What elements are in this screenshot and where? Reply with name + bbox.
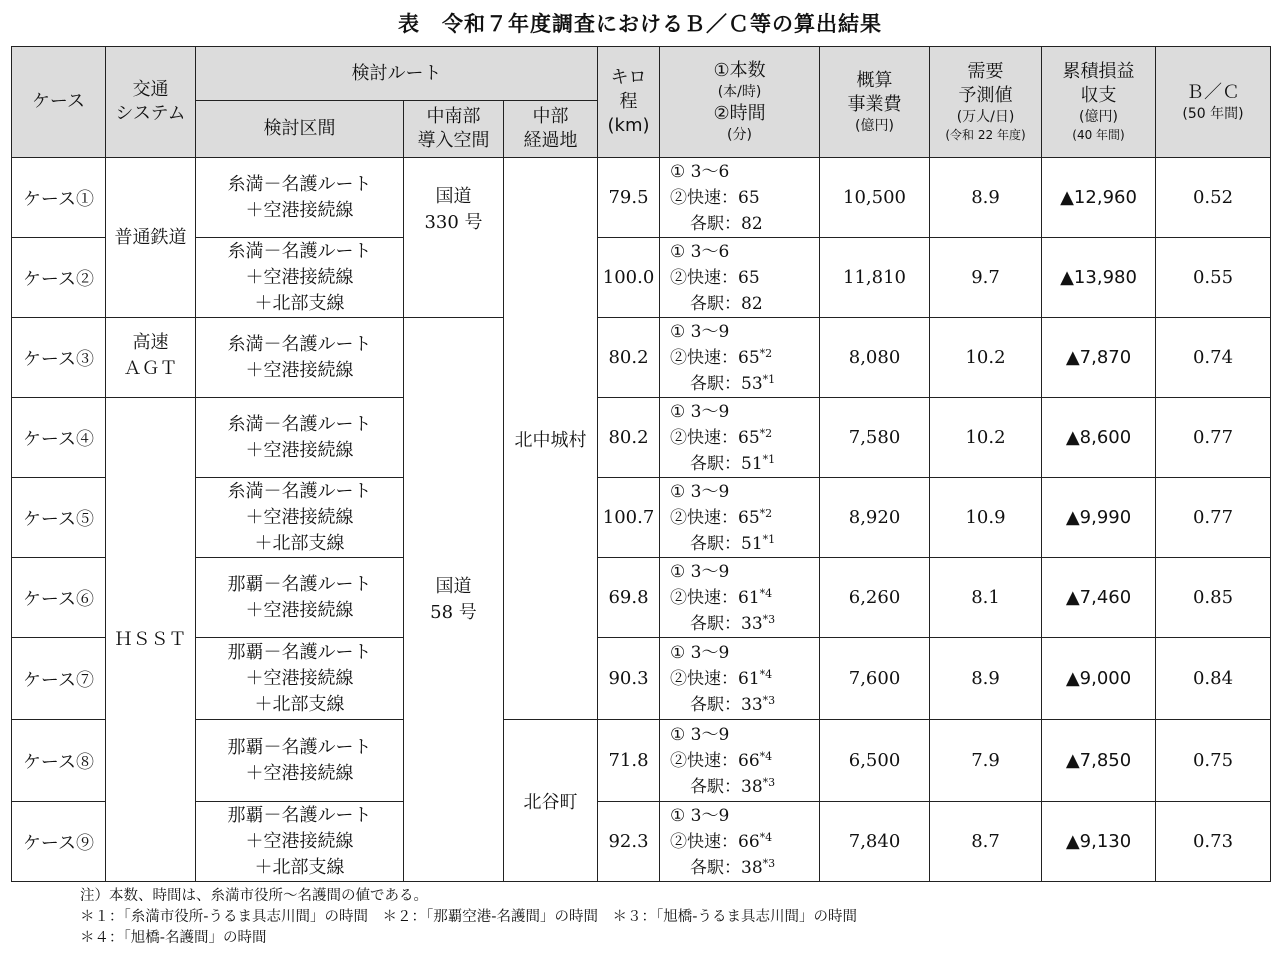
header-demand: 需要 予測値 (万人/日) (令和 22 年度)	[930, 47, 1042, 158]
km-cell: 71.8	[598, 720, 660, 802]
header-bc: Ｂ／Ｃ (50 年間)	[1156, 47, 1271, 158]
cost-cell: 7,840	[820, 802, 930, 882]
table-row	[12, 158, 1271, 238]
footnote-asterisks: ＊１：「糸満市役所-うるま具志川間」の時間 ＊２：「那覇空港-名護間」の時間 ＊３：「旭橋-うるま具志川間」の時間	[80, 909, 857, 925]
system-cell-hsst: ＨＳＳＴ	[106, 398, 196, 882]
case-cell: ケース⑧	[12, 720, 106, 802]
bc-cell: 0.84	[1156, 638, 1271, 720]
bc-cell: 0.55	[1156, 238, 1271, 318]
table-row	[12, 238, 1271, 318]
case-cell: ケース⑨	[12, 802, 106, 882]
case-cell: ケース⑤	[12, 478, 106, 558]
route-cell: 那覇－名護ルート ＋空港接続線 ＋北部支線	[196, 802, 404, 882]
footnote-main: 注）本数、時間は、糸満市役所～名護間の値である。	[80, 888, 428, 904]
km-cell: 69.8	[598, 558, 660, 638]
km-cell: 90.3	[598, 638, 660, 720]
table-row	[12, 558, 1271, 638]
profit-cell: ▲9,990	[1042, 478, 1156, 558]
demand-cell: 9.7	[930, 238, 1042, 318]
cost-cell: 7,580	[820, 398, 930, 478]
profit-cell: ▲9,000	[1042, 638, 1156, 720]
demand-cell: 10.2	[930, 318, 1042, 398]
frequency-cell: ① 3～9 ②快速：65$^{*2}$ 各駅：51$^{*1}$	[660, 478, 820, 558]
bc-cell: 0.85	[1156, 558, 1271, 638]
via-cell-kitanakagusuku: 北中城村	[504, 158, 598, 720]
profit-cell: ▲12,960	[1042, 158, 1156, 238]
bc-cell: 0.74	[1156, 318, 1271, 398]
cost-cell: 7,600	[820, 638, 930, 720]
table-row	[12, 802, 1271, 882]
header-intro-space: 中南部 導入空間	[404, 101, 504, 158]
case-cell: ケース④	[12, 398, 106, 478]
profit-cell: ▲7,460	[1042, 558, 1156, 638]
cost-cell: 6,500	[820, 720, 930, 802]
header-row-1	[12, 47, 1271, 101]
intro-cell-route330: 国道 330 号	[404, 158, 504, 318]
case-cell: ケース②	[12, 238, 106, 318]
frequency-cell: ① 3～9 ②快速：61$^{*4}$ 各駅：33$^{*3}$	[660, 638, 820, 720]
bc-cell: 0.77	[1156, 398, 1271, 478]
header-route-group: 検討ルート	[196, 47, 598, 101]
route-cell: 那覇－名護ルート ＋空港接続線 ＋北部支線	[196, 638, 404, 720]
header-frequency: ①本数 (本/時) ②時間 (分)	[660, 47, 820, 158]
table-row	[12, 638, 1271, 720]
route-cell: 糸満－名護ルート ＋空港接続線	[196, 158, 404, 238]
header-system: 交通 システム	[106, 47, 196, 158]
footnotes	[80, 886, 857, 949]
frequency-cell: ① 3～6 ②快速：65 各駅：82	[660, 158, 820, 238]
demand-cell: 7.9	[930, 720, 1042, 802]
route-cell: 糸満－名護ルート ＋空港接続線	[196, 398, 404, 478]
footnote-asterisk-4: ＊４：「旭橋-名護間」の時間	[80, 930, 267, 946]
frequency-cell: ① 3～9 ②快速：61$^{*4}$ 各駅：33$^{*3}$	[660, 558, 820, 638]
cost-cell: 10,500	[820, 158, 930, 238]
demand-cell: 8.9	[930, 158, 1042, 238]
table-row	[12, 478, 1271, 558]
header-km: キロ 程 (km)	[598, 47, 660, 158]
table-row	[12, 720, 1271, 802]
profit-cell: ▲9,130	[1042, 802, 1156, 882]
route-cell: 那覇－名護ルート ＋空港接続線	[196, 558, 404, 638]
profit-cell: ▲7,870	[1042, 318, 1156, 398]
intro-cell-route58: 国道 58 号	[404, 318, 504, 882]
cost-cell: 8,920	[820, 478, 930, 558]
km-cell: 100.0	[598, 238, 660, 318]
route-cell: 那覇－名護ルート ＋空港接続線	[196, 720, 404, 802]
header-via: 中部 経過地	[504, 101, 598, 158]
cost-cell: 8,080	[820, 318, 930, 398]
cost-cell: 11,810	[820, 238, 930, 318]
km-cell: 79.5	[598, 158, 660, 238]
case-cell: ケース①	[12, 158, 106, 238]
frequency-cell: ① 3～6 ②快速：65 各駅：82	[660, 238, 820, 318]
route-cell: 糸満－名護ルート ＋空港接続線 ＋北部支線	[196, 478, 404, 558]
header-cost: 概算 事業費 (億円)	[820, 47, 930, 158]
frequency-cell: ① 3～9 ②快速：65$^{*2}$ 各駅：53$^{*1}$	[660, 318, 820, 398]
frequency-cell: ① 3～9 ②快速：66$^{*4}$ 各駅：38$^{*3}$	[660, 802, 820, 882]
bc-cell: 0.77	[1156, 478, 1271, 558]
profit-cell: ▲7,850	[1042, 720, 1156, 802]
case-cell: ケース③	[12, 318, 106, 398]
table-title: 表 令和７年度調査におけるＢ／Ｃ等の算出結果	[398, 12, 882, 36]
via-cell-chatan: 北谷町	[504, 720, 598, 882]
demand-cell: 8.9	[930, 638, 1042, 720]
km-cell: 92.3	[598, 802, 660, 882]
km-cell: 100.7	[598, 478, 660, 558]
header-profit: 累積損益 収支 (億円) (40 年間)	[1042, 47, 1156, 158]
route-cell: 糸満－名護ルート ＋空港接続線 ＋北部支線	[196, 238, 404, 318]
frequency-cell: ① 3～9 ②快速：65$^{*2}$ 各駅：51$^{*1}$	[660, 398, 820, 478]
demand-cell: 10.2	[930, 398, 1042, 478]
bc-cell: 0.73	[1156, 802, 1271, 882]
bc-cell: 0.52	[1156, 158, 1271, 238]
demand-cell: 8.1	[930, 558, 1042, 638]
table-row	[12, 318, 1271, 398]
table-row	[12, 398, 1271, 478]
case-cell: ケース⑥	[12, 558, 106, 638]
system-cell-rail: 普通鉄道	[106, 158, 196, 318]
system-cell-agt: 高速 ＡＧＴ	[106, 318, 196, 398]
case-cell: ケース⑦	[12, 638, 106, 720]
header-case: ケース	[12, 47, 106, 158]
bc-results-table	[11, 46, 1271, 882]
cost-cell: 6,260	[820, 558, 930, 638]
header-section: 検討区間	[196, 101, 404, 158]
profit-cell: ▲13,980	[1042, 238, 1156, 318]
profit-cell: ▲8,600	[1042, 398, 1156, 478]
demand-cell: 8.7	[930, 802, 1042, 882]
route-cell: 糸満－名護ルート ＋空港接続線	[196, 318, 404, 398]
km-cell: 80.2	[598, 318, 660, 398]
bc-cell: 0.75	[1156, 720, 1271, 802]
demand-cell: 10.9	[930, 478, 1042, 558]
km-cell: 80.2	[598, 398, 660, 478]
frequency-cell: ① 3～9 ②快速：66$^{*4}$ 各駅：38$^{*3}$	[660, 720, 820, 802]
